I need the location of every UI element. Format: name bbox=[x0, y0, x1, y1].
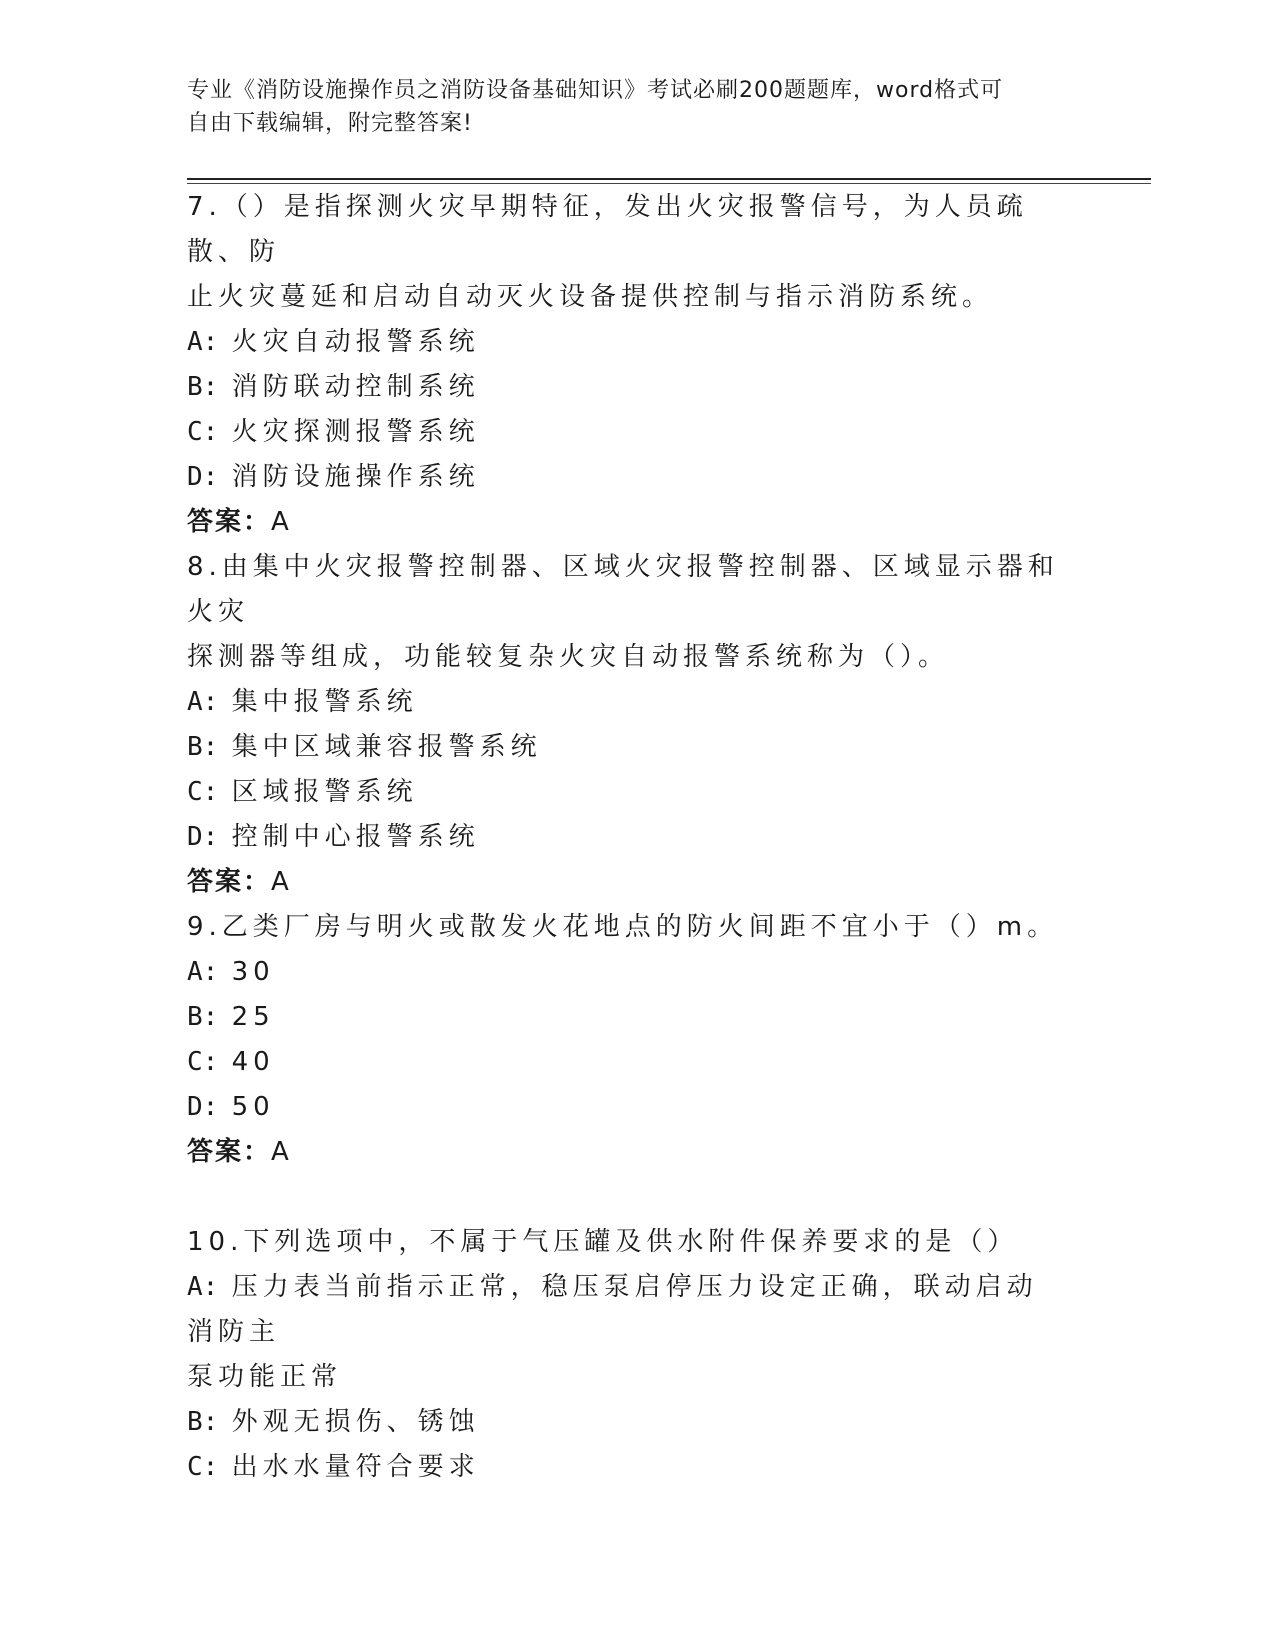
option-text: 25 bbox=[231, 1002, 275, 1032]
question-9 bbox=[187, 905, 1067, 1175]
document-header bbox=[187, 74, 1067, 140]
option-text: 集中报警系统 bbox=[231, 687, 418, 717]
option-letter: D: bbox=[187, 822, 219, 852]
option-a-continued: 泵功能正常 bbox=[187, 1362, 343, 1392]
option-d bbox=[187, 815, 1067, 860]
option-b bbox=[187, 365, 1067, 410]
header-divider-thin bbox=[187, 183, 1151, 184]
answer-line bbox=[187, 1130, 1067, 1175]
option-letter: C: bbox=[187, 777, 219, 807]
option-b bbox=[187, 995, 1067, 1040]
answer-label: 答案： bbox=[187, 867, 272, 897]
question-stem-line: 8.由集中火灾报警控制器、区域火灾报警控制器、区域显示器和火灾 bbox=[187, 552, 1059, 627]
question-8 bbox=[187, 545, 1067, 905]
header-divider-thick bbox=[187, 178, 1151, 180]
option-text: 出水水量符合要求 bbox=[231, 1452, 480, 1482]
option-d bbox=[187, 455, 1067, 500]
option-letter: C: bbox=[187, 417, 219, 447]
question-10 bbox=[187, 1220, 1067, 1490]
option-letter: C: bbox=[187, 1047, 219, 1077]
option-d bbox=[187, 1085, 1067, 1130]
answer-value: A bbox=[271, 1137, 289, 1167]
answer-line bbox=[187, 860, 1067, 905]
option-a bbox=[187, 680, 1067, 725]
answer-label: 答案： bbox=[187, 507, 272, 537]
option-text: 控制中心报警系统 bbox=[231, 822, 480, 852]
option-text: 30 bbox=[231, 957, 275, 987]
option-letter: B: bbox=[187, 1002, 219, 1032]
option-text: 区域报警系统 bbox=[231, 777, 418, 807]
question-stem-line: 10.下列选项中，不属于气压罐及供水附件保养要求的是（） bbox=[187, 1227, 1019, 1257]
option-letter: D: bbox=[187, 1092, 219, 1122]
answer-value: A bbox=[271, 867, 289, 897]
option-letter: B: bbox=[187, 372, 219, 402]
answer-label: 答案： bbox=[187, 1137, 272, 1167]
option-a bbox=[187, 320, 1067, 365]
option-letter: B: bbox=[187, 732, 219, 762]
option-c bbox=[187, 1445, 1067, 1490]
option-letter: D: bbox=[187, 462, 219, 492]
option-text: 外观无损伤、锈蚀 bbox=[231, 1407, 480, 1437]
option-letter: A: bbox=[187, 1272, 219, 1302]
header-line-2: 自由下载编辑，附完整答案! bbox=[187, 111, 473, 136]
option-a bbox=[187, 950, 1067, 995]
option-text: 集中区域兼容报警系统 bbox=[231, 732, 542, 762]
option-b bbox=[187, 725, 1067, 770]
option-letter: A: bbox=[187, 327, 219, 357]
option-letter: A: bbox=[187, 687, 219, 717]
option-text: 40 bbox=[231, 1047, 275, 1077]
question-stem-line: 9.乙类厂房与明火或散发火花地点的防火间距不宜小于（）m。 bbox=[187, 912, 1059, 942]
option-c bbox=[187, 410, 1067, 455]
option-text: 消防设施操作系统 bbox=[231, 462, 480, 492]
option-c bbox=[187, 770, 1067, 815]
option-text: 火灾探测报警系统 bbox=[231, 417, 480, 447]
option-letter: A: bbox=[187, 957, 219, 987]
question-7 bbox=[187, 185, 1067, 545]
question-stem-line: 止火灾蔓延和启动自动灭火设备提供控制与指示消防系统。 bbox=[187, 282, 994, 312]
header-line-1: 专业《消防设施操作员之消防设备基础知识》考试必刷200题题库，word格式可 bbox=[187, 78, 1004, 103]
answer-line bbox=[187, 500, 1067, 545]
option-text: 火灾自动报警系统 bbox=[231, 327, 480, 357]
option-b bbox=[187, 1400, 1067, 1445]
option-text: 50 bbox=[231, 1092, 275, 1122]
option-text: 消防联动控制系统 bbox=[231, 372, 480, 402]
option-c bbox=[187, 1040, 1067, 1085]
option-letter: C: bbox=[187, 1452, 219, 1482]
option-letter: B: bbox=[187, 1407, 219, 1437]
option-a bbox=[187, 1265, 1067, 1355]
question-stem-line: 探测器等组成，功能较复杂火灾自动报警系统称为（）。 bbox=[187, 642, 950, 672]
question-stem-line: 7.（）是指探测火灾早期特征，发出火灾报警信号，为人员疏散、防 bbox=[187, 192, 1028, 267]
option-text: 压力表当前指示正常，稳压泵启停压力设定正确，联动启动消防主 bbox=[187, 1272, 1038, 1347]
answer-value: A bbox=[271, 507, 289, 537]
